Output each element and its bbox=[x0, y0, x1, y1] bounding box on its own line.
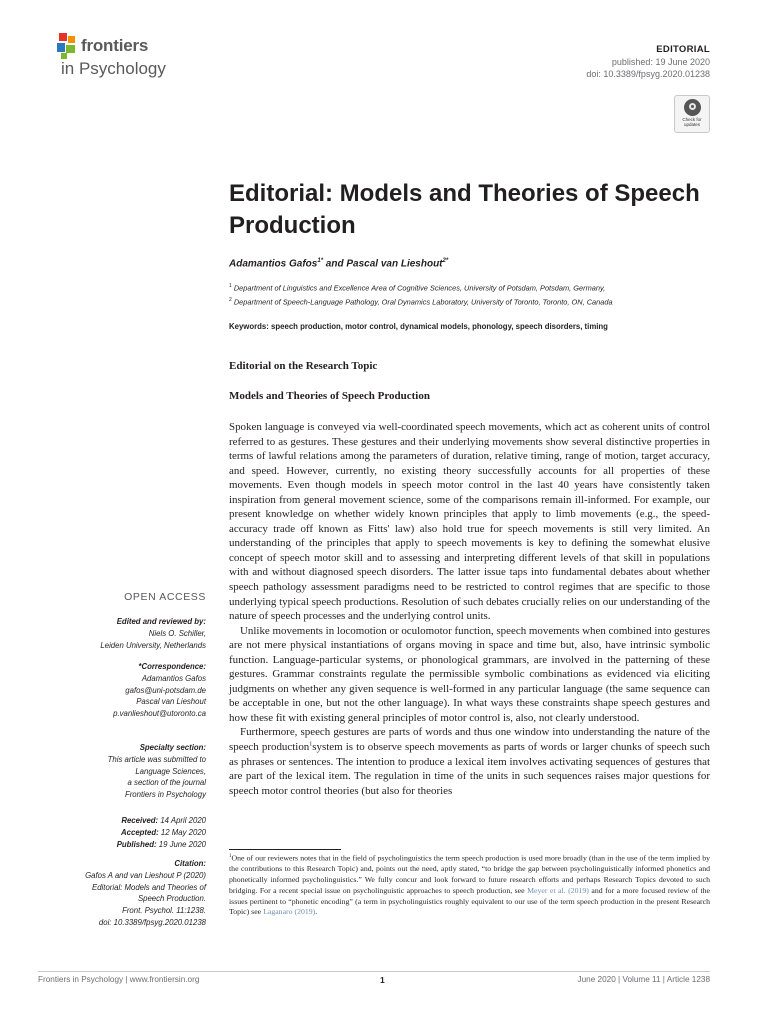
citation-line-2: Editorial: Models and Theories of bbox=[92, 882, 206, 892]
research-topic-title[interactable]: Models and Theories of Speech Production bbox=[229, 390, 430, 402]
footnote-num: 1 bbox=[229, 854, 232, 859]
specialty-label: Specialty section: bbox=[139, 743, 206, 752]
published-label: Published: bbox=[116, 839, 157, 849]
citation-doi[interactable]: doi: 10.3389/fpsyg.2020.01238 bbox=[98, 917, 206, 927]
citation-block bbox=[85, 858, 206, 929]
brand-line2: in Psychology bbox=[61, 59, 166, 78]
footnote-text-a: One of our reviewers notes that in the field of psycholinguistics the term speech production is used more broadly (than in the use of the term implied by the contributions to this Research Topic) and, points out the need, aptly stated, “to bridge the gap between psycholinguistically informed phonetics and phonetically informed psycholinguistics.” We fully concur and look forward to future research efforts and perhaps Research Topics devoted to such bridging. For a recent special issue on psycholinguistic approaches to speech production, see bbox=[229, 853, 710, 895]
accepted-label: Accepted: bbox=[121, 827, 159, 837]
author-1-affil: 1* bbox=[317, 258, 324, 264]
received-label: Received: bbox=[121, 816, 159, 825]
footer-issue: June 2020 | Volume 11 | Article 1238 bbox=[577, 975, 710, 984]
paragraph-1: Spoken language is conveyed via well-coordinated speech movements, which act as coherent units of control referred to as gestures. These gestures and their underlying movements show several distinctive properties in terms of lawful relations among the parameters of duration, relative timing, range of motion, target accuracy, and speed. However, currently, no existing theory successfully accounts for all properties of these movements. Even though models in speech motor control in the last 40 years have consistently taken inspiration from general movement science, some of the comparisons remain ill-informed. For example, our present knowledge on whether widely known principles that apply to limb movements (e.g., the speed-accuracy trade off known as Fitts' law) also hold true for speech movements is still very limited. An understanding of the principles that apply to speech movements is key to defining the somewhat elusive concept of speech motor skill and to assessing and interpreting different levels of that skill in populations with and without diagnosed speech disorders. The latter issue taps into fundamental debates about whether speech pathology assessment paradigms need to be restricted to control regimes that are specific to those underlying typical speech productions. Resolution of such debates crucially relies on our understanding of the nature of speech processes and the underlying control units. bbox=[229, 421, 710, 623]
editor-name: Niels O. Schiller, bbox=[148, 628, 206, 638]
keywords-list: speech production, motor control, dynamical models, phonology, speech disorders, timing bbox=[271, 322, 608, 331]
received-date: 14 April 2020 bbox=[160, 816, 206, 825]
citation-link-laganaro[interactable]: Laganaro (2019) bbox=[263, 907, 316, 917]
footer-journal[interactable]: Frontiers in Psychology | www.frontiersin.org bbox=[38, 975, 200, 984]
affiliation-1 bbox=[229, 283, 605, 292]
article-title: Editorial: Models and Theories of Speech Production bbox=[229, 180, 700, 239]
correspondence-2-email[interactable]: p.vanlieshout@utoronto.ca bbox=[113, 709, 206, 718]
footnote-text-b: and for a more focused review of the issues pertinent to “phonetic encoding” (a term in psycholinguistics roughly equivalent to our use of the term speech production in the present Research Topic) see bbox=[229, 885, 711, 917]
correspondence-1-name: Adamantios Gafos bbox=[141, 673, 206, 683]
paragraph-2: Unlike movements in locomotion or oculomotor function, speech movements when combined into gestures are not mere physical instantiations of organs moving in space and time but, also, have intrinsic symbolic function. Language-particular systems, or phonological grammars, are involved in the patterning of these gestures. Grammar constraints regulate the permissible symbolic combinations as evidenced via eliciting judgments on whether any given sequence is well-formed in any particular language (the same sequence can be acceptable in one, but not the other language). In what ways these constraints shape speech gestures and how these fit with existing general principles of motor control is, also, not clearly understood. bbox=[229, 624, 710, 724]
author-1[interactable]: Adamantios Gafos bbox=[229, 258, 318, 270]
edited-by-block bbox=[100, 616, 206, 651]
dates-block bbox=[117, 815, 206, 850]
citation-line-3: Speech Production. bbox=[137, 894, 206, 904]
published-row bbox=[117, 839, 206, 851]
edited-by-label: Edited and reviewed by: bbox=[116, 617, 206, 626]
accepted-date: 12 May 2020 bbox=[160, 827, 206, 837]
specialty-block bbox=[108, 742, 206, 801]
affiliation-2-text: Department of Speech-Language Pathology, Oral Dynamics Laboratory, University of Toronto, Toronto, ON, Canada bbox=[233, 297, 613, 307]
check-updates-label: Check for updates bbox=[682, 117, 702, 127]
footnote-1 bbox=[229, 852, 710, 918]
open-access-label: OPEN ACCESS bbox=[124, 591, 206, 603]
specialty-line-1: This article was submitted to bbox=[107, 754, 206, 764]
article-meta-header bbox=[586, 44, 710, 80]
section-label: Editorial on the Research Topic bbox=[229, 360, 378, 372]
affiliation-2 bbox=[229, 297, 613, 306]
page-number: 1 bbox=[380, 975, 385, 985]
accepted-row bbox=[117, 827, 206, 839]
received-row bbox=[117, 815, 206, 827]
paragraph-3-part-a: Furthermore, speech gestures are parts of words and thus one window into understanding the nature of the speech production bbox=[229, 726, 710, 754]
citation-line-4: Front. Psychol. 11:1238. bbox=[122, 906, 206, 915]
paragraph-3-part-b: system is to observe speech movements as parts of words or larger chunks of speech such as phrases or sentences. The intention to produce a lexical item involves activating sequences of gestures that are part of the lexical item. The regulation in time of the units in such sequences raises major questions for speech motor control theories (but also for theories bbox=[229, 741, 710, 797]
paragraph-3 bbox=[229, 725, 710, 798]
check-for-updates-badge[interactable] bbox=[674, 95, 710, 133]
authors-and[interactable]: and Pascal van Lieshout bbox=[323, 258, 443, 270]
article-body bbox=[229, 420, 710, 798]
affiliation-2-num: 2 bbox=[229, 297, 232, 303]
editor-institution: Leiden University, Netherlands bbox=[100, 640, 206, 650]
keywords bbox=[229, 322, 608, 331]
footnote-ref-1[interactable]: 1 bbox=[309, 741, 313, 748]
affiliation-1-num: 1 bbox=[229, 283, 232, 289]
brand-line1: frontiers bbox=[81, 36, 149, 55]
citation-line-1: Gafos A and van Lieshout P (2020) bbox=[85, 870, 206, 880]
doi: doi: 10.3389/fpsyg.2020.01238 bbox=[586, 69, 710, 79]
specialty-line-2: Language Sciences, bbox=[135, 766, 206, 776]
footer-divider bbox=[38, 971, 710, 972]
affiliation-1-text: Department of Linguistics and Excellence Area of Cognitive Sciences, University of Potsdam, Potsdam, Germany, bbox=[233, 283, 606, 293]
published-date: published: 19 June 2020 bbox=[611, 57, 710, 67]
citation-link-meyer[interactable]: Meyer et al. (2019) bbox=[527, 885, 589, 895]
article-type: EDITORIAL bbox=[656, 44, 710, 55]
correspondence-label: *Correspondence: bbox=[138, 662, 206, 671]
specialty-line-4: Frontiers in Psychology bbox=[124, 790, 206, 799]
correspondence-1-email[interactable]: gafos@uni-potsdam.de bbox=[125, 685, 206, 695]
correspondence-2-name: Pascal van Lieshout bbox=[136, 697, 206, 707]
footnote-divider bbox=[229, 849, 341, 850]
correspondence-block bbox=[113, 661, 206, 720]
keywords-label: Keywords: bbox=[229, 322, 269, 331]
author-2-affil: 2* bbox=[442, 258, 449, 264]
check-updates-icon bbox=[684, 99, 701, 116]
footnote-text-c: . bbox=[315, 907, 318, 917]
frontiers-logo-icon bbox=[57, 33, 79, 59]
published-date-side: 19 June 2020 bbox=[158, 839, 206, 849]
citation-label: Citation: bbox=[174, 859, 206, 868]
authors bbox=[229, 258, 448, 269]
specialty-line-3: a section of the journal bbox=[127, 778, 206, 788]
